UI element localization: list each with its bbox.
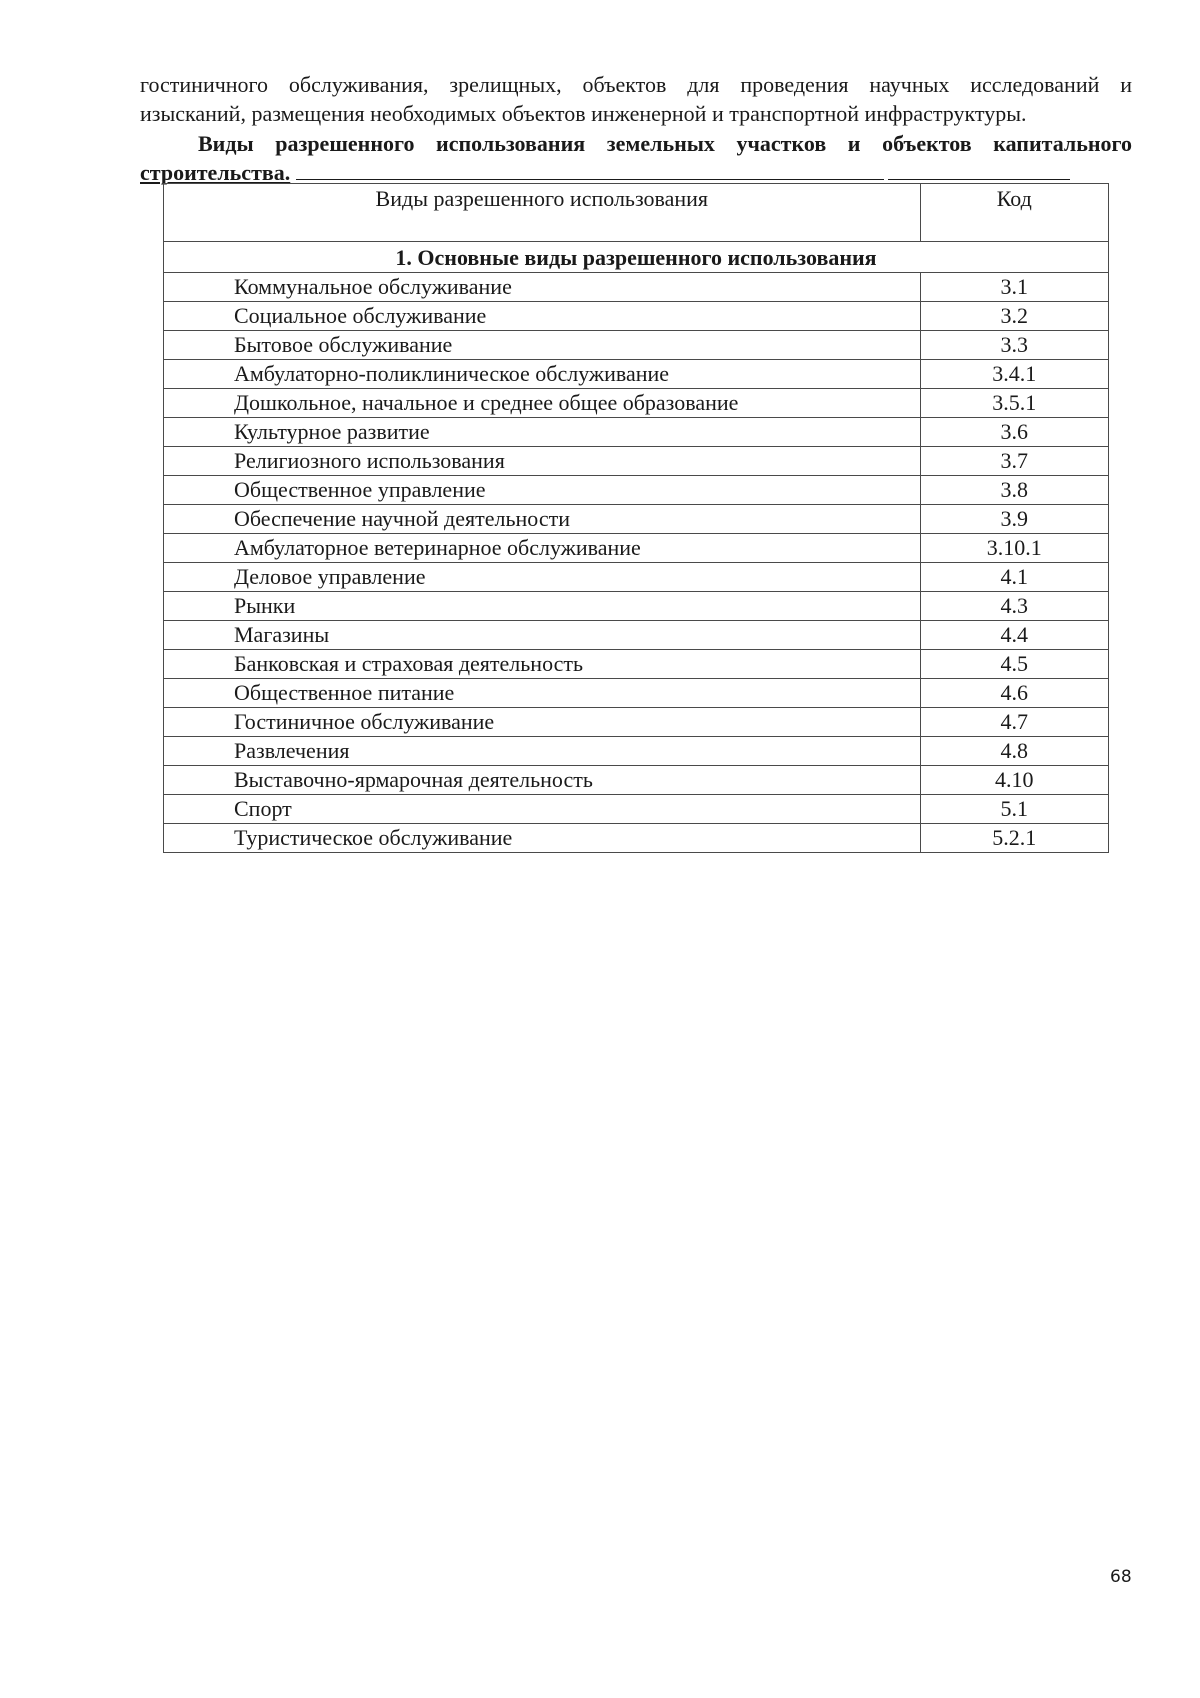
use-code-cell: 3.7 — [920, 447, 1108, 476]
intro-line-1: гостиничного обслуживания, зрелищных, объектов для проведения научных исследований и — [140, 72, 1132, 97]
table-row — [164, 418, 1109, 447]
use-code-cell: 4.1 — [920, 563, 1108, 592]
use-name-cell: Коммунальное обслуживание — [164, 273, 921, 302]
use-code-cell: 4.8 — [920, 737, 1108, 766]
use-code-cell: 3.9 — [920, 505, 1108, 534]
use-name-cell: Развлечения — [164, 737, 921, 766]
use-name-cell: Общественное питание — [164, 679, 921, 708]
use-code-cell: 3.3 — [920, 331, 1108, 360]
use-code-cell: 4.5 — [920, 650, 1108, 679]
intro-paragraph — [140, 70, 1132, 128]
fill-in-blank-line — [888, 177, 1070, 180]
table-row — [164, 621, 1109, 650]
use-name-cell: Деловое управление — [164, 563, 921, 592]
use-name-cell: Банковская и страховая деятельность — [164, 650, 921, 679]
use-code-cell: 3.4.1 — [920, 360, 1108, 389]
table-row — [164, 447, 1109, 476]
table-row — [164, 563, 1109, 592]
table-row — [164, 360, 1109, 389]
use-code-cell: 3.5.1 — [920, 389, 1108, 418]
table-row — [164, 273, 1109, 302]
section-heading-line-1: Виды разрешенного использования земельных участков и объектов капитального — [198, 131, 1132, 156]
use-name-cell: Выставочно-ярмарочная деятельность — [164, 766, 921, 795]
use-code-cell: 3.10.1 — [920, 534, 1108, 563]
use-name-cell: Гостиничное обслуживание — [164, 708, 921, 737]
use-code-cell: 3.6 — [920, 418, 1108, 447]
section-heading — [140, 129, 1132, 187]
use-name-cell: Туристическое обслуживание — [164, 824, 921, 853]
use-name-cell: Социальное обслуживание — [164, 302, 921, 331]
table-row — [164, 766, 1109, 795]
section-row — [164, 242, 1109, 273]
permitted-uses-table — [163, 183, 1109, 853]
table-header-row — [164, 184, 1109, 242]
table-row — [164, 824, 1109, 853]
use-name-cell: Рынки — [164, 592, 921, 621]
table-body — [164, 242, 1109, 853]
table-row — [164, 505, 1109, 534]
table-row — [164, 592, 1109, 621]
use-name-cell: Обеспечение научной деятельности — [164, 505, 921, 534]
use-code-cell: 4.7 — [920, 708, 1108, 737]
section-title-cell: 1. Основные виды разрешенного использования — [164, 242, 1109, 273]
table-row — [164, 331, 1109, 360]
use-code-cell: 4.10 — [920, 766, 1108, 795]
use-name-cell: Спорт — [164, 795, 921, 824]
use-name-cell: Магазины — [164, 621, 921, 650]
table-row — [164, 534, 1109, 563]
use-code-cell: 3.1 — [920, 273, 1108, 302]
use-code-cell: 4.3 — [920, 592, 1108, 621]
use-code-cell: 5.1 — [920, 795, 1108, 824]
page-number: 68 — [1110, 1567, 1132, 1587]
use-name-cell: Амбулаторное ветеринарное обслуживание — [164, 534, 921, 563]
use-name-cell: Культурное развитие — [164, 418, 921, 447]
table-row — [164, 708, 1109, 737]
table-row — [164, 737, 1109, 766]
fill-in-blank-line — [296, 177, 884, 180]
section-heading-line-2-text: строительства. — [140, 160, 291, 185]
use-code-cell: 5.2.1 — [920, 824, 1108, 853]
use-code-cell: 4.4 — [920, 621, 1108, 650]
use-code-cell: 3.2 — [920, 302, 1108, 331]
use-name-cell: Дошкольное, начальное и среднее общее образование — [164, 389, 921, 418]
use-code-cell: 3.8 — [920, 476, 1108, 505]
use-code-cell: 4.6 — [920, 679, 1108, 708]
use-name-cell: Амбулаторно-поликлиническое обслуживание — [164, 360, 921, 389]
header-name-cell: Виды разрешенного использования — [164, 184, 921, 242]
intro-line-2: изысканий, размещения необходимых объектов инженерной и транспортной инфраструктуры. — [140, 101, 1027, 126]
use-name-cell: Общественное управление — [164, 476, 921, 505]
table-row — [164, 679, 1109, 708]
use-name-cell: Религиозного использования — [164, 447, 921, 476]
table-row — [164, 302, 1109, 331]
header-code-cell: Код — [920, 184, 1108, 242]
use-name-cell: Бытовое обслуживание — [164, 331, 921, 360]
table-row — [164, 476, 1109, 505]
table-row — [164, 650, 1109, 679]
table-row — [164, 795, 1109, 824]
table-row — [164, 389, 1109, 418]
